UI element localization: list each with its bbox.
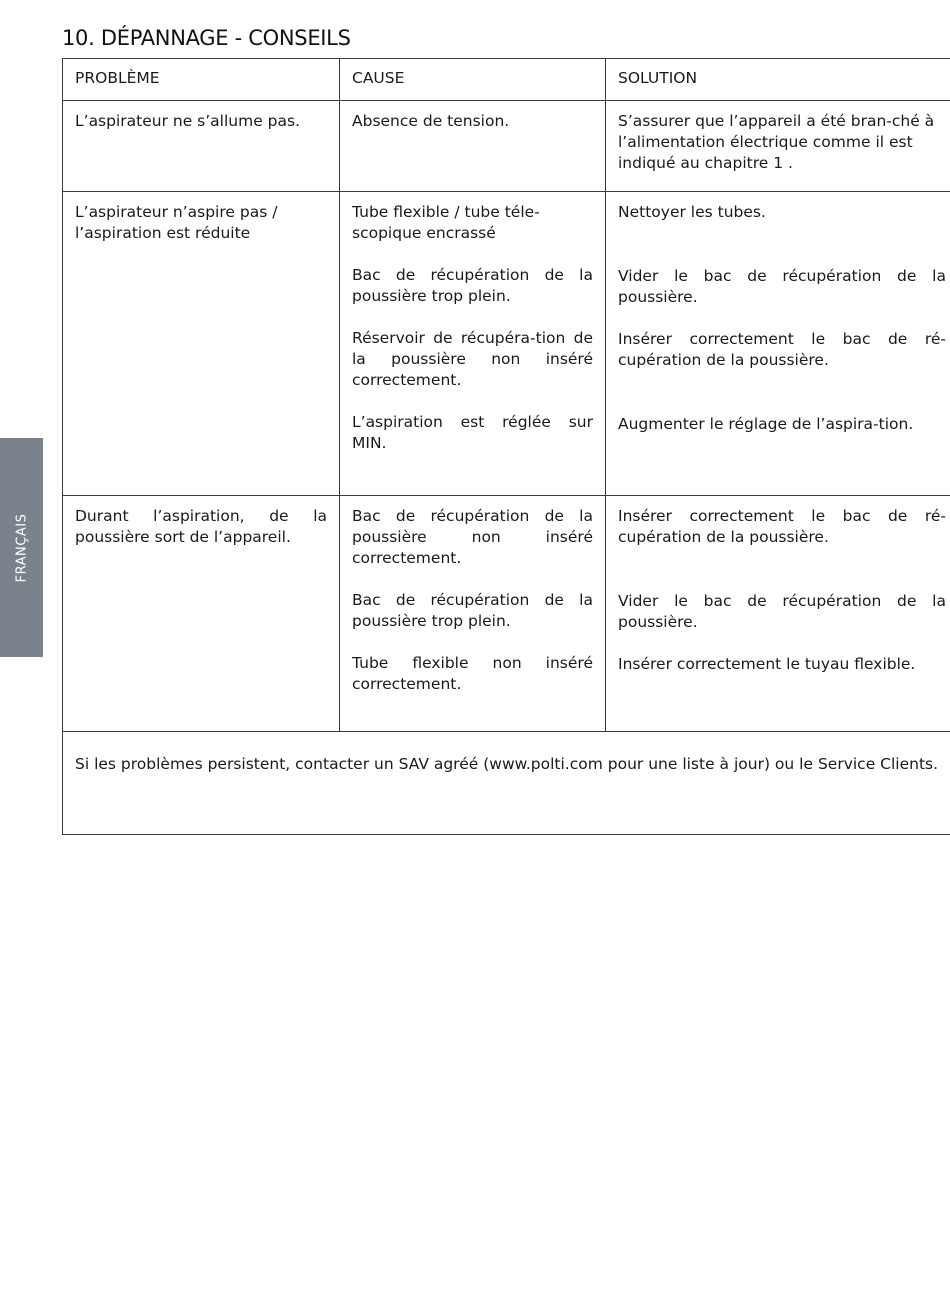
language-tab xyxy=(0,438,43,657)
problem-text: Durant l’aspiration, de la poussière sort de l’appareil. xyxy=(75,507,327,546)
header-solution: SOLUTION xyxy=(606,59,950,101)
solution-cell xyxy=(606,192,950,496)
solution-text: Nettoyer les tubes. xyxy=(618,203,766,221)
problem-cell xyxy=(63,101,340,192)
footer-note-cell xyxy=(63,732,950,835)
cause-text: Bac de récupération de la poussière non inséré correctement. xyxy=(352,507,593,567)
solution-text: Vider le bac de récupération de la poussière. xyxy=(618,592,946,631)
solution-text: Insérer correctement le bac de ré-cupération de la poussière. xyxy=(618,507,946,546)
solution-text: Insérer correctement le bac de ré-cupération de la poussière. xyxy=(618,330,946,369)
cause-text: Absence de tension. xyxy=(352,112,510,130)
cause-text: Réservoir de récupéra-tion de la poussière non inséré correctement. xyxy=(352,329,593,389)
solution-text: Vider le bac de récupération de la poussière. xyxy=(618,267,946,306)
page-title: 10. DÉPANNAGE - CONSEILS xyxy=(62,26,351,50)
table-footer-row xyxy=(63,732,950,835)
solution-cell xyxy=(606,496,950,732)
cause-cell xyxy=(340,101,606,192)
solution-text: S’assurer que l’appareil a été bran-ché à l’alimentation électrique comme il est indiqué au chapitre 1 . xyxy=(618,112,935,172)
table-row xyxy=(63,101,950,192)
cause-text: L’aspiration est réglée sur MIN. xyxy=(352,413,593,452)
problem-cell xyxy=(63,192,340,496)
table-row xyxy=(63,496,950,732)
cause-cell xyxy=(340,192,606,496)
language-tab-label: FRANÇAIS xyxy=(14,513,29,582)
problem-text: L’aspirateur ne s’allume pas. xyxy=(75,112,301,130)
footer-note: Si les problèmes persistent, contacter un SAV agréé (www.polti.com pour une liste à jour) ou le Service Clients. xyxy=(75,755,939,773)
solution-cell xyxy=(606,101,950,192)
problem-cell xyxy=(63,496,340,732)
cause-text: Tube flexible non inséré correctement. xyxy=(352,654,593,693)
solution-text: Insérer correctement le tuyau flexible. xyxy=(618,655,916,673)
cause-cell xyxy=(340,496,606,732)
cause-text: Bac de récupération de la poussière trop plein. xyxy=(352,591,593,630)
solution-text: Augmenter le réglage de l’aspira-tion. xyxy=(618,415,914,433)
troubleshooting-table xyxy=(62,58,950,835)
header-cause: CAUSE xyxy=(340,59,606,101)
header-problem: PROBLÈME xyxy=(63,59,340,101)
table-header-row xyxy=(63,59,950,101)
cause-text: Bac de récupération de la poussière trop plein. xyxy=(352,266,593,305)
problem-text: L’aspirateur n’aspire pas / l’aspiration est réduite xyxy=(75,203,278,242)
cause-text: Tube flexible / tube téle-scopique encrassé xyxy=(352,203,540,242)
table-row xyxy=(63,192,950,496)
